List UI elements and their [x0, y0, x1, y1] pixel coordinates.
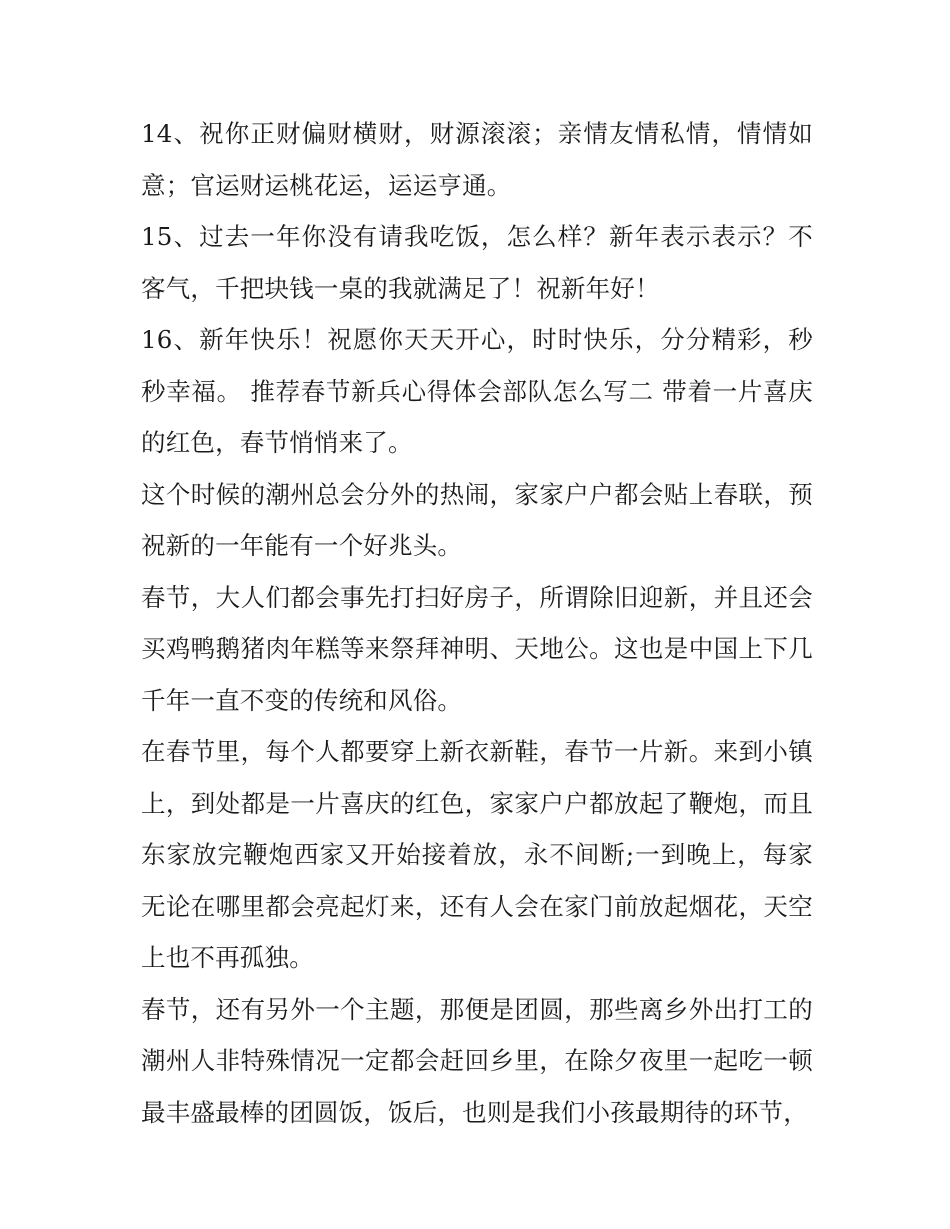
paragraph-wish-14: 14、祝你正财偏财横财，财源滚滚；亲情友情私情，情情如意；官运财运桃花运，运运亨通。: [141, 119, 813, 200]
paragraph-cleaning-worship: 春节，大人们都会事先打扫好房子，所谓除旧迎新，并且还会买鸡鸭鹅猪肉年糕等来祭拜神明、天地公。这也是中国上下几千年一直不变的传统和风俗。: [141, 582, 813, 715]
paragraph-reunion: 春节，还有另外一个主题，那便是团圆，那些离乡外出打工的潮州人非特殊情况一定都会赶回乡里，在除夕夜里一起吃一顿最丰盛最棒的团圆饭，饭后，也则是我们小孩最期待的环节，: [141, 994, 813, 1127]
paragraph-chaozhou-lively: 这个时候的潮州总会分外的热闹，家家户户都会贴上春联，预祝新的一年能有一个好兆头。: [141, 479, 813, 560]
paragraph-new-clothes-firecrackers: 在春节里，每个人都要穿上新衣新鞋，春节一片新。来到小镇上，到处都是一片喜庆的红色，家家户户都放起了鞭炮，而且东家放完鞭炮西家又开始接着放，永不间断;一到晚上，每家无论在哪里都会亮起灯来，还有人会在家门前放起烟花，天空上也不再孤独。: [141, 737, 813, 972]
paragraph-wish-15: 15、过去一年你没有请我吃饭，怎么样？新年表示表示？不客气，千把块钱一桌的我就满足了！祝新年好！: [141, 222, 813, 303]
paragraph-wish-16: 16、新年快乐！祝愿你天天开心，时时快乐，分分精彩，秒秒幸福。 推荐春节新兵心得体会部队怎么写二 带着一片喜庆的红色，春节悄悄来了。: [141, 325, 813, 457]
document-body: [141, 108, 813, 1138]
